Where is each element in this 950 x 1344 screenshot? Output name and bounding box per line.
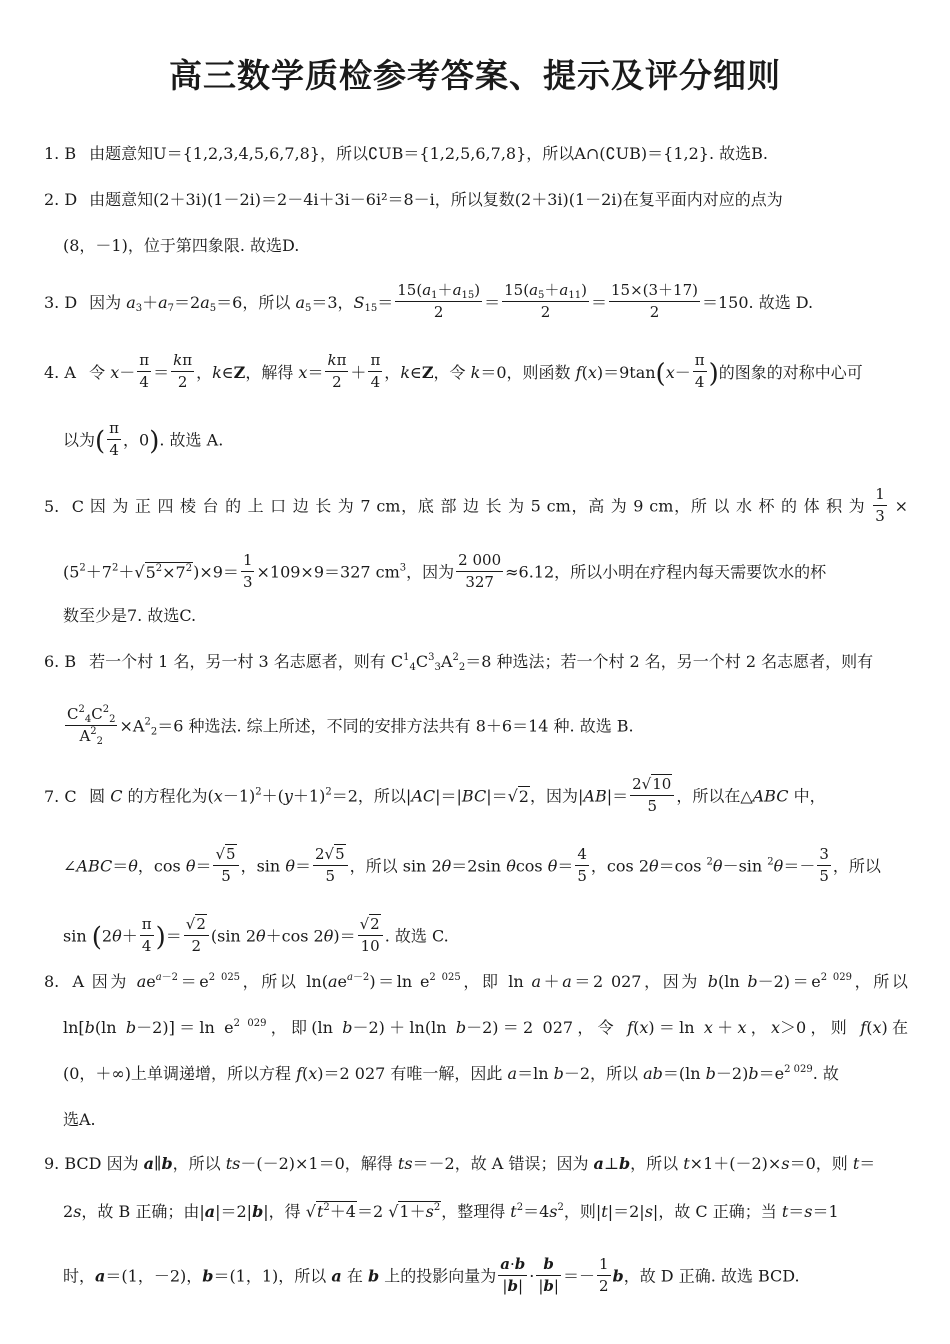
q3-result: ＝150. 故选 D.: [701, 292, 814, 312]
q9-line-2: 2s，故 B 正确；由|a|＝2|b|，得 $√t^2+4=2$ $√1+s^2$，整理得 $t^2=4s^2$，则|t|＝2|s|，故 C 正确；当 t＝s＝1: [63, 1202, 839, 1221]
q3-frac-2: $\frac{15(a_5+a_{11})}{2}$: [504, 281, 587, 321]
q3-frac-3: $\frac{15\times(3+17)}{2}$: [610, 281, 698, 321]
q3-line: [44, 281, 908, 322]
q4-answer: 4. A: [44, 362, 76, 382]
q6-line-1: 6. B 若一个村 1 名，另一村 3 名志愿者，则有 $C^1_4C^3_3A^2_2=8$ 种选法；若一个村 2 名，另一个村 2 名志愿者，则有: [44, 652, 874, 673]
q5-line-3: 数至少是7. 故选C.: [63, 606, 197, 625]
q9-answer: 9. BCD: [44, 1154, 102, 1173]
q1-line: [44, 146, 908, 162]
q3-answer: 3. D: [44, 292, 78, 312]
q4-solution-1: 令 x－ $\frac{\pi}{4}$ ＝ $\frac{k\pi}{2}$ ，k∈Z，解得 x＝ $\frac{k\pi}{2}$ ＋ $\frac{\pi}{4}$ ，k∈Z，令 k＝0，则函数 f(x)＝9tan(x－ $\frac{\pi}{4}$ )的图象的对称中心可: [89, 351, 863, 391]
q2-answer: 2. D: [44, 190, 78, 209]
q1-answer: 1. B: [44, 144, 77, 163]
q9-line-3: 时，a＝(1，－2)，b＝(1，1)，所以 a 在 b 上的投影向量为 $\frac{a\cdot b}{|b|}$ · $\frac{b}{|b|}$ ＝－ $\frac{1}{2}$ b，故 D 正确. 故选 BCD.: [63, 1255, 800, 1295]
q8-line-2: ln[b(ln b－2)]＝ln $e^{2 029}$，即(ln b－2)＋ln(ln b－2)＝2 027，令 f(x)＝ln x＋x，x＞0，则 f(x)在: [63, 1018, 908, 1037]
q5-line-2: $(5^2+7^2+√5^2\times 7^2)\times 9=$ $\frac{1}{3}$ ×109×9＝327 $cm^3$，因为 $\frac{2 000}{327}$ ≈6.12，所以小明在疗程内每天需要饮水的杯: [63, 551, 827, 591]
q5-line-1: 5. C 因 为 正 四 棱 台 的 上 口 边 长 为 7 cm，底 部 边 长 为 5 cm，高 为 9 cm，所 以 水 杯 的 体 积 为 $\frac{1}{3}$ ×: [44, 485, 908, 525]
q6-line-2: $\frac{C^2_4C^2_2}{A^2_2}$ $\times A^2_2=6$ 种选法. 综上所述，不同的安排方法共有 8＋6＝14 种. 故选 B.: [67, 704, 634, 747]
q6-answer: 6. B: [44, 652, 77, 671]
q7-line-1: 7. C 圆 C 的方程化为$(x-1)^2+(y+1)^2=2$，所以|AC|＝|BC|＝√2，因为|AB|＝ $\frac{2√10}{5}$ ，所以在△ABC 中，: [44, 775, 826, 815]
q3-frac-1: $\frac{15(a_1+a_{15})}{2}$: [397, 281, 481, 321]
q8-line-4: 选A.: [63, 1110, 96, 1129]
q3-solution: 因为 $a_3+a_7=2a_5=6$，所以 $a_5=3$，$S_{15}=$ $\frac{15(a_1+a_{15})}{2}$ ＝ $\frac{15(a_5+a_{11})}{2}$ ＝ $\frac{15\times(3+17)}{2}$ ＝150. 故选 D.: [89, 281, 814, 321]
q8-line-3: (0，＋∞)上单调递增，所以方程 f(x)＝2 027 有唯一解，因此 a＝ln b－2，所以 ab＝(ln $b-2)b=e^{2 029}$. 故: [63, 1064, 839, 1083]
q4-line-1: [44, 351, 908, 392]
q9-line-1: 9. BCD 因为 a∥b，所以 ts－(－2)×1＝0，解得 ts＝－2，故 A 错误；因为 a⊥b，所以 t×1＋(－2)×s＝0，则 t＝: [44, 1154, 876, 1173]
q2-solution-1: 由题意知(2＋3i)(1－2i)＝2－4i＋3i－6i²＝8－i，所以复数(2＋3i)(1－2i)在复平面内对应的点为: [89, 190, 783, 209]
page-title: 高三数学质检参考答案、提示及评分细则: [169, 56, 781, 95]
q2-line-2: (8，－1)，位于第四象限. 故选D.: [63, 236, 300, 255]
q2-line-1: [44, 192, 908, 208]
q5-answer: 5. C: [44, 496, 84, 516]
q7-line-2: ∠ABC＝θ，cos θ＝ $\frac{√5}{5}$ ，sin θ＝ $\frac{2√5}{5}$ ，所以 sin 2θ＝2sin θcos θ＝ $\frac{4}{5}$ ，cos 2θ＝cos $^2$θ－sin $^2$θ＝－ $\frac{3}{5}$ ，所以: [63, 845, 881, 885]
q7-line-3: sin (2θ＋ $\frac{\pi}{4}$ )＝ $\frac{√2}{2}$ (sin 2θ＋cos 2θ)＝ $\frac{√2}{10}$ . 故选 C.: [63, 915, 449, 955]
q7-answer: 7. C: [44, 786, 77, 806]
q1-solution: 由题意知U＝{1,2,3,4,5,6,7,8}，所以∁UB＝{1,2,5,6,7,8}，所以A∩(∁UB)＝{1,2}. 故选B.: [89, 144, 768, 163]
q8-answer: 8. A: [44, 972, 84, 991]
q4-line-2: 以为( $\frac{\pi}{4}$ ，0). 故选 A.: [63, 419, 224, 459]
q8-line-1: 8. A 因为 $ae^{a-2}=e^{2 025}$，所以 $\ln(ae^{a-2})=\ln$ $e^{2 025}$，即 ln a＋a＝2 027，因为 b(ln $b-2)=e^{2 029}$，所以: [44, 972, 908, 991]
